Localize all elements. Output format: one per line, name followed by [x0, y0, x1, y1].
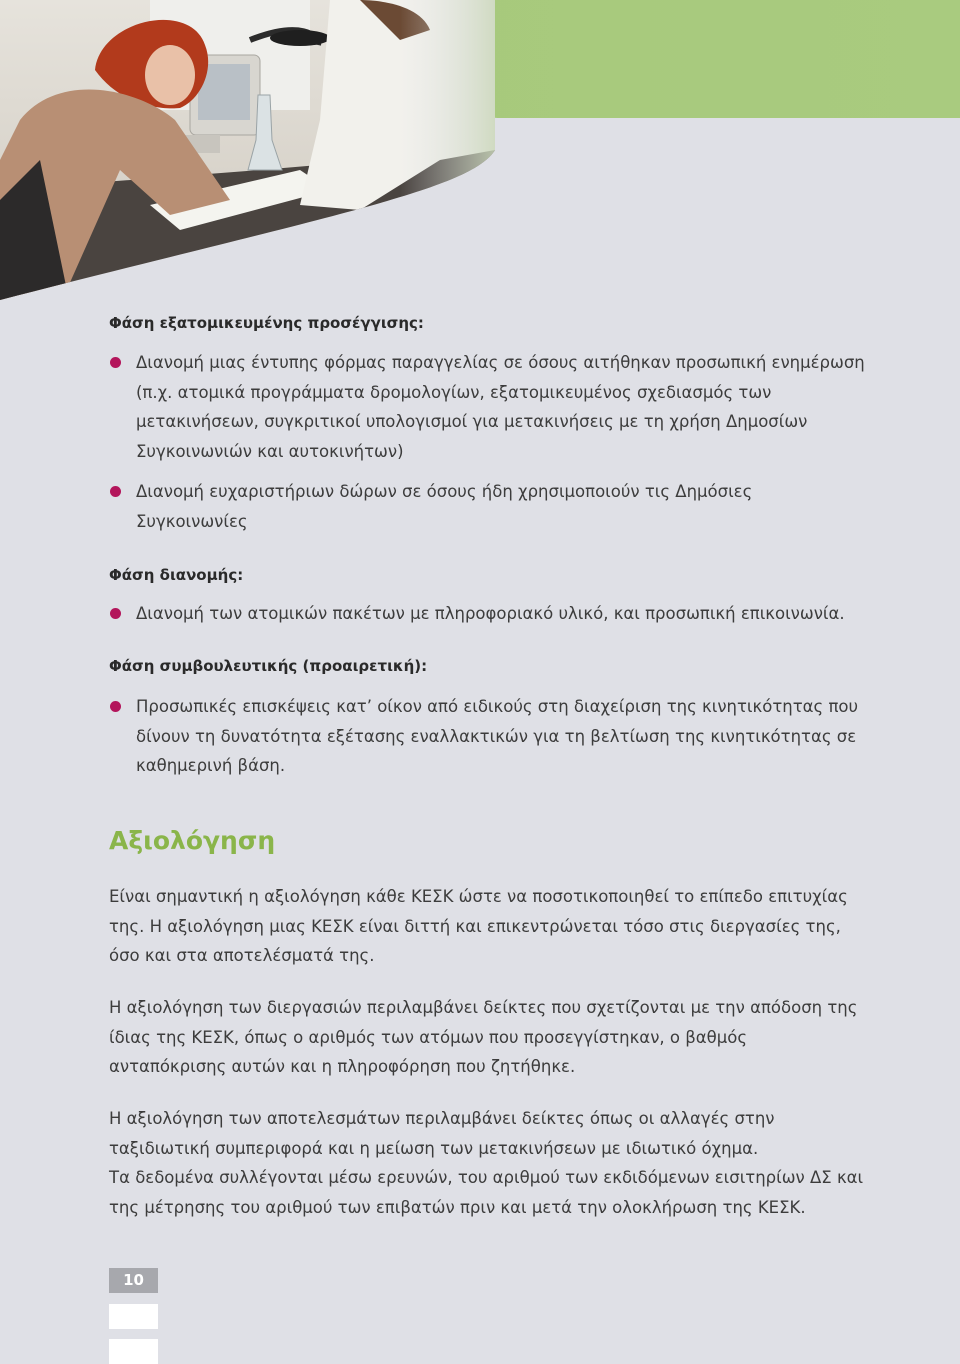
bullet-icon — [110, 357, 121, 368]
list-item — [109, 477, 869, 536]
phase-heading-personalized: Φάση εξατομικευμένης προσέγγισης: — [109, 314, 424, 332]
bullet-icon — [110, 701, 121, 712]
list-item-text: Προσωπικές επισκέψεις κατ’ οίκον από ειδικούς στη διαχείριση της κινητικότητας που δίνουν τη δυνατότητα εξέτασης εναλλακτικών για τη βελτίωση της κινητικότητας σε καθημερινή βάση. — [136, 697, 859, 776]
list-item-text: Διανομή των ατομικών πακέτων με πληροφοριακό υλικό, και προσωπική επικοινωνία. — [136, 604, 845, 623]
list-item — [109, 692, 869, 781]
page-tab-decoration — [109, 1304, 158, 1329]
office-photo-illustration — [0, 0, 960, 305]
list-item-text: Διανομή ευχαριστήριων δώρων σε όσους ήδη χρησιμοποιούν τις Δημόσιες Συγκοινωνίες — [136, 482, 753, 531]
phase-list-distribution — [109, 599, 869, 640]
evaluation-paragraph: Τα δεδομένα συλλέγονται μέσω ερευνών, του αριθμού των εκδιδόμενων εισιτηρίων ΔΣ και της μέτρησης του αριθμού των επιβατών πριν και μετά την ολοκλήρωση της ΚΕΣΚ. — [109, 1168, 864, 1217]
phase-heading-distribution: Φάση διανομής: — [109, 566, 244, 584]
page-tab-decoration — [109, 1339, 158, 1364]
header-photo — [0, 0, 960, 305]
phase-list-counselling — [109, 692, 869, 792]
list-item — [109, 348, 869, 466]
bullet-icon — [110, 608, 121, 619]
evaluation-paragraph: Η αξιολόγηση των αποτελεσμάτων περιλαμβάνει δείκτες όπως οι αλλαγές στην ταξιδιωτική συμπεριφορά και η μείωση των μετακινήσεων με ιδιωτικό όχημα. — [109, 1109, 775, 1158]
page-number: 10 — [109, 1268, 158, 1293]
list-item-text: Διανομή μιας έντυπης φόρμας παραγγελίας σε όσους αιτήθηκαν προσωπική ενημέρωση (π.χ. ατομικά προγράμματα δρομολογίων, εξατομικευμένος σχεδιασμός των μετακινήσεων, συγκριτικοί υπολογισμοί για μετακινήσεις με τη χρήση Δημοσίων Συγκοινωνιών και αυτοκινήτων) — [136, 353, 865, 461]
evaluation-paragraph: Η αξιολόγηση των διεργασιών περιλαμβάνει δείκτες που σχετίζονται με την απόδοση της ίδιας της ΚΕΣΚ, όπως ο αριθμός των ατόμων που προσεγγίστηκαν, ο βαθμός ανταπόκρισης αυτών και η πληροφόρηση που ζητήθηκε. — [109, 998, 858, 1077]
phase-heading-counselling: Φάση συμβουλευτικής (προαιρετική): — [109, 657, 428, 675]
bullet-icon — [110, 486, 121, 497]
phase-list-personalized — [109, 348, 869, 548]
evaluation-paragraph: Είναι σημαντική η αξιολόγηση κάθε ΚΕΣΚ ώστε να ποσοτικοποιηθεί το επίπεδο επιτυχίας της. Η αξιολόγηση μιας ΚΕΣΚ είναι διττή και επικεντρώνεται τόσο στις διεργασίες της, όσο και στα αποτελέσματά της. — [109, 887, 848, 966]
list-item — [109, 599, 869, 629]
section-title-evaluation: Αξιολόγηση — [109, 826, 276, 855]
